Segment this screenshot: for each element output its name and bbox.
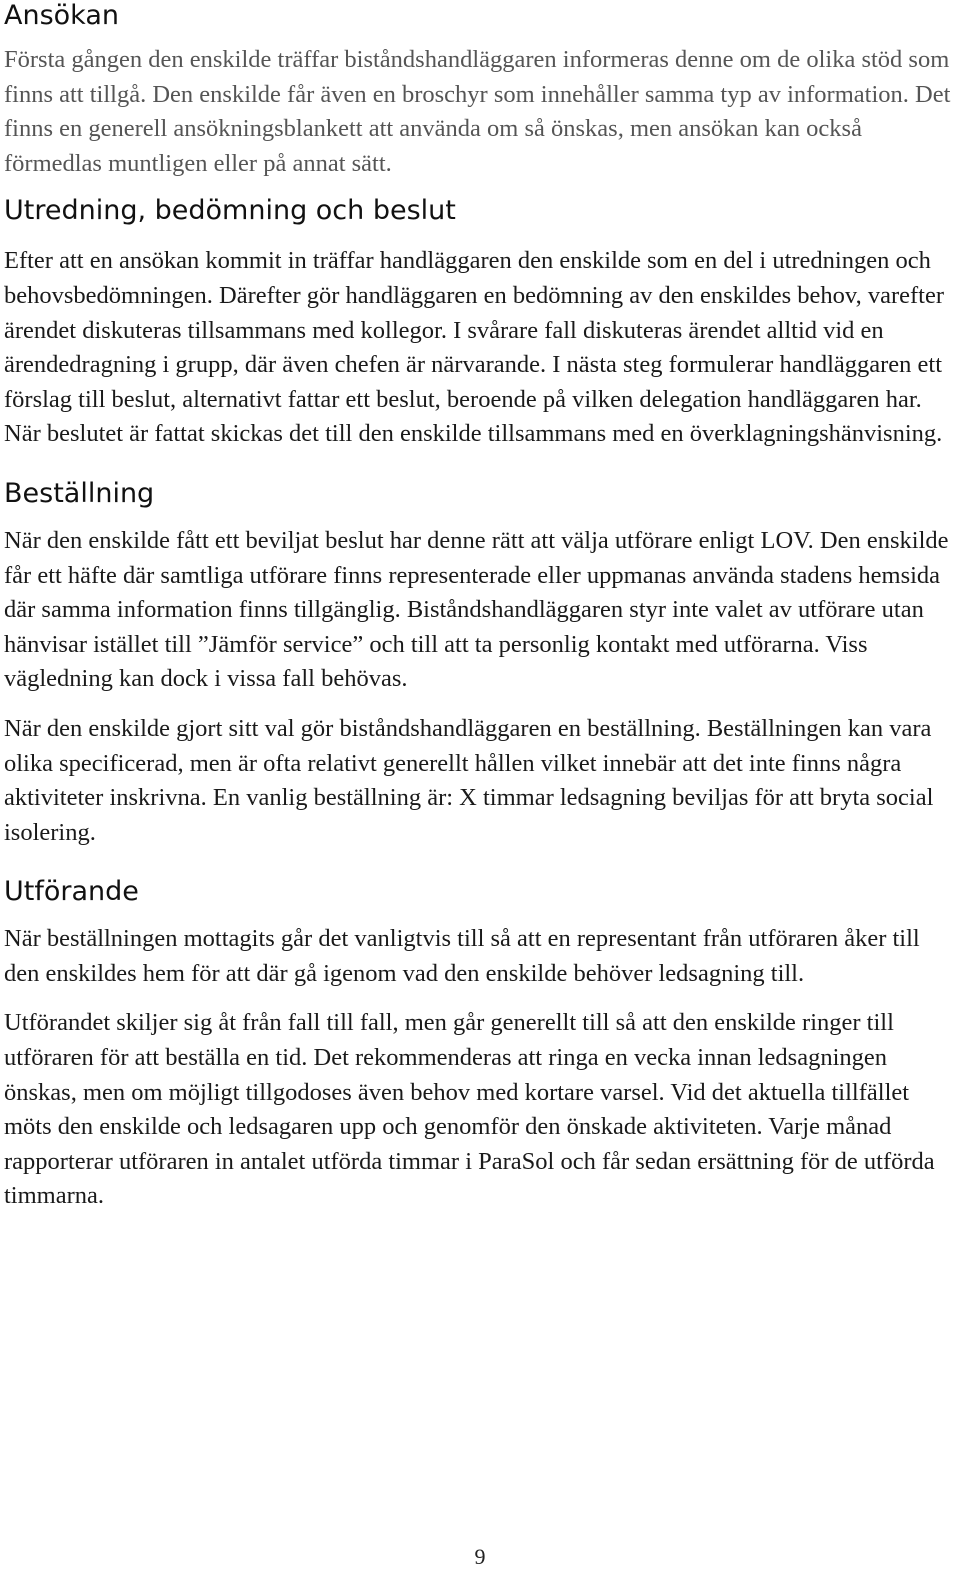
paragraph-bestallning-1: När den enskilde fått ett beviljat beslut har denne rätt att välja utförare enligt LOV. Den enskilde får ett häfte där samtliga utförare finns representerade eller uppmanas använda stadens hemsida där samma information finns tillgänglig. Biståndshandläggaren styr inte valet av utförare utan hänvisar istället till ”Jämför service” och till att ta personlig kontakt med utförarna. Viss vägledning kan dock i vissa fall behövas. [4, 526, 949, 693]
section-utforande [4, 876, 954, 1214]
section-heading-utforande: Utförande [4, 876, 139, 908]
paragraph-utforande-1: När beställningen mottagits går det vanligtvis till så att en representant från utföraren åker till den enskildes hem för att där gå igenom vad den enskilde behöver ledsagning till. [4, 925, 920, 987]
section-ansokan [4, 0, 954, 181]
paragraph-bestallning-2: När den enskilde gjort sitt val gör biståndshandläggaren en beställning. Beställningen kan vara olika specificerad, men är ofta relativt generellt hållen vilket innebär att det inte finns några aktiviteter inskrivna. En vanlig beställning är: X timmar ledsagning beviljas för att bryta social isolering. [4, 714, 934, 846]
section-bestallning [4, 478, 954, 850]
section-heading-bestallning: Beställning [4, 477, 155, 509]
section-heading-utredning: Utredning, bedömning och beslut [4, 195, 456, 227]
page-number: 9 [474, 1544, 486, 1569]
paragraph-ansokan: Första gången den enskilde träffar biståndshandläggaren informeras denne om de olika stöd som finns att tillgå. Den enskilde får även en broschyr som innehåller samma typ av information. Det finns en generell ansökningsblankett att använda om så önskas, men ansökan kan också förmedlas muntligen eller på annat sätt. [4, 46, 951, 177]
section-heading-ansokan: Ansökan [4, 0, 119, 31]
document-page [4, 0, 954, 1214]
paragraph-utredning: Efter att en ansökan kommit in träffar handläggaren den enskilde som en del i utredningen och behovsbedömningen. Därefter gör handläggaren en bedömning av den enskildes behov, varefter ärendet diskuteras tillsammans med kollegor. I svårare fall diskuteras ärendet alltid vid en ärendedragning i grupp, där även chefen är närvarande. I nästa steg formulerar handläggaren ett förslag till beslut, alternativt fattar ett beslut, beroende på vilken delegation handläggaren har. När beslutet är fattat skickas det till den enskilde tillsammans med en överklagningshänvisning. [4, 247, 944, 448]
paragraph-utforande-2: Utförandet skiljer sig åt från fall till fall, men går generellt till så att den enskilde ringer till utföraren för att beställa en tid. Det rekommenderas att ringa en vecka innan ledsagningen önskas, men om möjligt tillgodoses även behov med kortare varsel. Vid det aktuella tillfället möts den enskilde och ledsagaren upp och genomför den önskade aktiviteten. Varje månad rapporterar utföraren in antalet utförda timmar i ParaSol och får sedan ersättning för de utförda timmarna. [4, 1009, 935, 1210]
section-utredning [4, 195, 954, 452]
